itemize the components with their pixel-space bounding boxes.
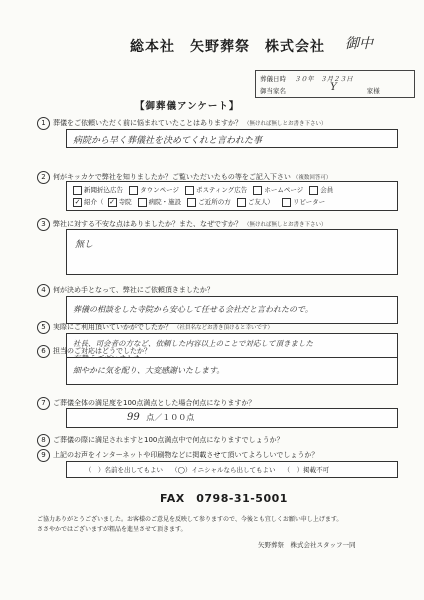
question-text: 何が決め手となって、弊社にご依頼頂きましたか？: [53, 286, 214, 294]
checkbox[interactable]: [185, 186, 194, 195]
option-label: タウンページ: [140, 186, 179, 194]
question-note: （社員名などお書き頂けると幸いです）: [174, 325, 274, 331]
question-text: 担当のご対応はどうでしたか？: [53, 347, 151, 355]
fax-number: FAX 0798-31-5001: [160, 492, 288, 505]
checkbox[interactable]: [138, 198, 147, 207]
score-value: 99: [127, 412, 140, 423]
answer-box-3[interactable]: [66, 229, 398, 275]
option-label: 会員: [320, 186, 334, 194]
signoff: 矢野葬祭 株式会社スタッフ一同: [258, 541, 356, 549]
checkbox[interactable]: [187, 198, 196, 207]
option-label: 紹介（: [84, 198, 104, 206]
checkbox[interactable]: [282, 198, 291, 207]
question-note: （無ければ無しとお書き下さい）: [244, 121, 327, 127]
question-number: 7: [37, 397, 50, 410]
question-8: [37, 434, 284, 447]
question-text: 上記のお声をインターネットや印刷物などに掲載させて頂いてよろしいでしょうか？: [53, 451, 319, 459]
radio-option[interactable]: （ ）: [283, 466, 304, 474]
score-answer: [127, 412, 194, 423]
option-label: リピーター: [292, 198, 326, 206]
answer-box-6[interactable]: [66, 357, 398, 385]
checkbox[interactable]: [309, 186, 318, 195]
thank-you-line: ご協力ありがとうございました。お客様のご意見を反映して参りますので、今後とも宜しくお願い申し上げます。: [37, 516, 343, 523]
question-number: 5: [37, 321, 50, 334]
question-number: 8: [37, 434, 50, 447]
score-unit: 点／１００点: [146, 413, 195, 422]
date-value: ３０年 ３月２３日: [294, 75, 353, 83]
answer-text-line-1: 社長、司会者の方など、依頼した内容以上のことで対応して頂きました: [73, 339, 313, 348]
question-text: 弊社に対する不安な点はありましたか？また、なぜですか？: [53, 220, 242, 228]
question-number: 9: [37, 449, 50, 462]
date-label: 葬儀日時: [260, 75, 286, 83]
question-text: 何がキッカケで弊社を知りましたか？ご覧いただいたもの等をご記入下さい: [53, 173, 291, 181]
referral-options-box: [66, 181, 398, 211]
option-label: イニシャルなら出してもよい: [191, 466, 276, 474]
publication-consent-box: [66, 461, 398, 478]
radio-option[interactable]: （ ）: [85, 466, 105, 474]
option-label: 寺院: [118, 198, 132, 206]
question-number: 1: [37, 117, 50, 130]
checkbox[interactable]: [73, 186, 82, 195]
score-box[interactable]: [66, 408, 398, 428]
question-number: 2: [37, 171, 50, 184]
gift-notice-line: ささやかではございますが粗品を進呈させて頂きます。: [37, 526, 187, 533]
handwritten-signature: 御中: [345, 36, 373, 52]
option-label: 名前を出してもよい: [104, 466, 163, 474]
question-number: 3: [37, 218, 50, 231]
question-text: 葬儀をご依頼いただく前に悩まれていたことはありますか？: [53, 119, 242, 127]
option-label: 新聞折込広告: [84, 186, 123, 194]
survey-title: 【御葬儀アンケート】: [135, 101, 240, 112]
option-label: ポスティング広告: [196, 186, 248, 194]
option-label: ご友人）: [247, 198, 274, 206]
question-text: ご葬儀の際に満足されますと100点満点中で何点になりますでしょうか？: [53, 436, 284, 444]
checkbox[interactable]: [129, 186, 138, 195]
checkbox[interactable]: [237, 198, 246, 207]
family-name-label: 御当家名: [260, 87, 286, 95]
family-name-value: Y: [330, 82, 337, 93]
radio-option-selected[interactable]: （◯）: [171, 466, 192, 474]
answer-text: 無し: [75, 240, 94, 250]
option-label: 病院・施設: [148, 198, 182, 206]
option-row-1: [73, 185, 333, 195]
question-text: 実際にご利用頂いていかがでしたか？: [53, 323, 172, 331]
question-note: （無ければ無しとお書き下さい）: [244, 222, 327, 228]
family-name-suffix: 家様: [366, 87, 380, 95]
answer-text: 病院から早く葬儀社を決めてくれと言われた事: [73, 136, 263, 146]
answer-text: 葬儀の相談をした寺院から安心して任せる会社だと言われたので。: [73, 305, 313, 314]
checkbox[interactable]: [253, 186, 262, 195]
option-label: ホームページ: [264, 186, 304, 194]
question-number: 6: [37, 345, 50, 358]
answer-text: 細やかに気を配り、大変感謝いたします。: [73, 366, 225, 375]
question-number: 4: [37, 284, 50, 297]
question-text: ご葬儀全体の満足度を100点満点とした場合何点になりますか？: [53, 399, 256, 407]
answer-box-1[interactable]: [66, 129, 398, 148]
answer-box-4[interactable]: [66, 296, 398, 324]
document-title: 総本社 矢野葬祭 株式会社: [130, 39, 325, 55]
checkbox-checked[interactable]: ✓: [74, 197, 81, 206]
question-note: （複数回答可）: [292, 175, 332, 181]
option-label: ご近所の方: [198, 198, 231, 206]
checkbox-checked[interactable]: ✓: [109, 197, 116, 206]
option-row-2: [73, 197, 325, 207]
consent-options: [85, 465, 329, 474]
option-label: 掲載不可: [303, 466, 330, 474]
ceremony-info-box: [255, 70, 415, 98]
